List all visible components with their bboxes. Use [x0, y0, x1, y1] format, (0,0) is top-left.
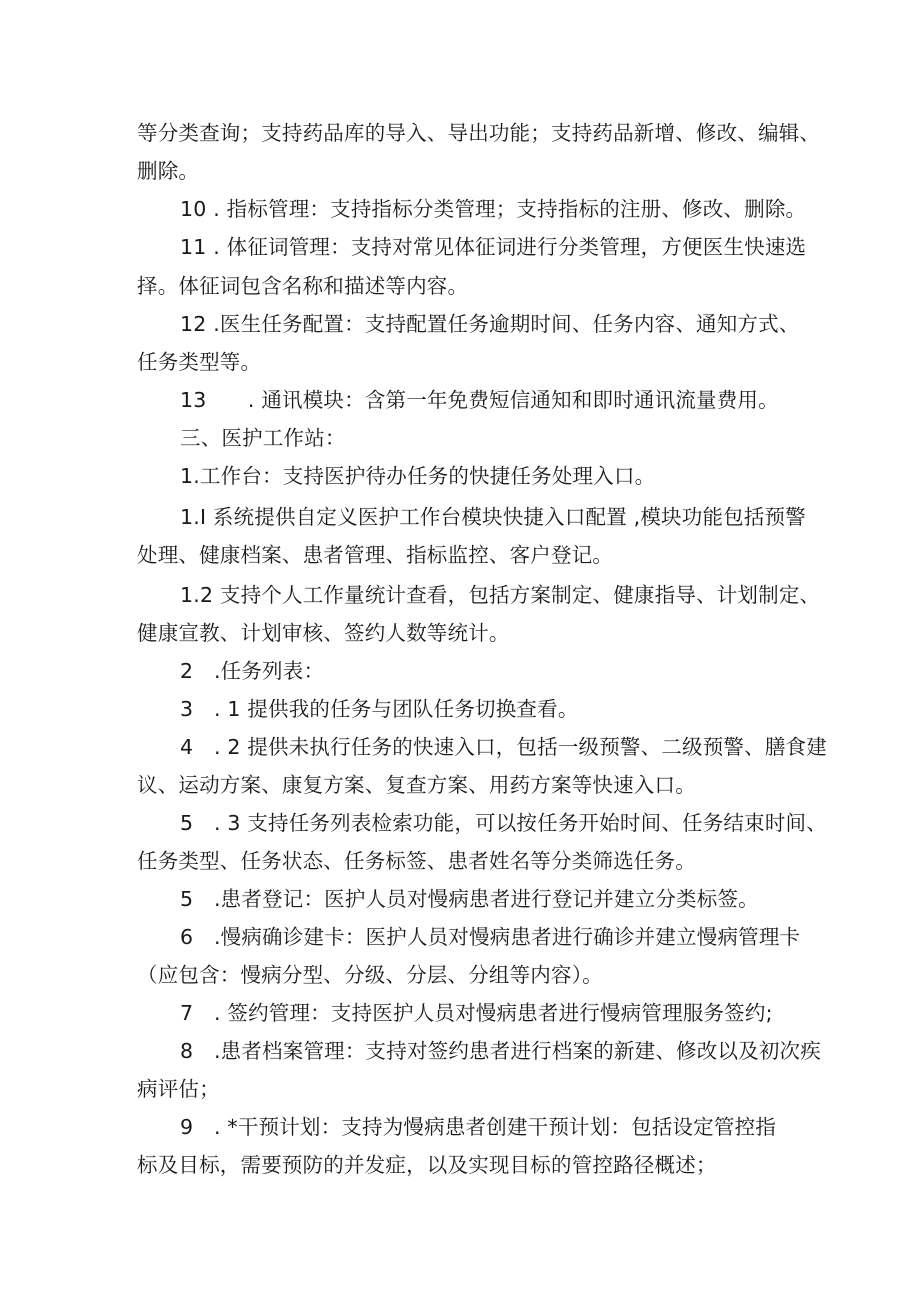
text-line: 病评估； — [137, 1077, 220, 1101]
text-line: 删除。 — [137, 159, 200, 183]
text-line: 5 . 3 支持任务列表检索功能，可以按任务开始时间、任务结束时间、 — [180, 811, 827, 835]
text-line: 8 .患者档案管理：支持对签约患者进行档案的新建、修改以及初次疾 — [180, 1039, 821, 1063]
text-line: 2 .任务列表： — [180, 659, 325, 683]
text-line: 任务类型等。 — [137, 350, 262, 374]
text-line: 12 .医生任务配置：支持配置任务逾期时间、任务内容、通知方式、 — [180, 312, 800, 336]
text-line: 处理、健康档案、患者管理、指标监控、客户登记。 — [137, 543, 614, 567]
text-line: 1.2 支持个人工作量统计查看，包括方案制定、健康指导、计划制定、 — [180, 583, 821, 607]
text-line: 择。体征词包含名称和描述等内容。 — [137, 274, 469, 298]
text-line: 议、运动方案、康复方案、复查方案、用药方案等快速入口。 — [137, 773, 696, 797]
text-line: 4 . 2 提供未执行任务的快速入口，包括一级预警、二级预警、膳食建 — [180, 735, 827, 759]
text-line: 7 . 签约管理：支持医护人员对慢病患者进行慢病管理服务签约; — [180, 1001, 773, 1025]
text-line: 1.工作台：支持医护待办任务的快捷任务处理入口。 — [180, 464, 656, 488]
text-line: 1.I 系统提供自定义医护工作台模块快捷入口配置 ,模块功能包括预警 — [180, 505, 806, 529]
text-line: 10 . 指标管理：支持指标分类管理；支持指标的注册、修改、删除。 — [180, 197, 807, 221]
text-line: （应包含：慢病分型、分级、分层、分组等内容）。 — [137, 963, 603, 987]
section-heading: 三、医护工作站： — [180, 426, 346, 450]
text-line: 3 . 1 提供我的任务与团队任务切换查看。 — [180, 697, 579, 721]
text-line: 5 .患者登记：医护人员对慢病患者进行登记并建立分类标签。 — [180, 887, 759, 911]
text-line: 11 . 体征词管理：支持对常见体征词进行分类管理，方便医生快速选 — [180, 235, 807, 259]
text-line: 6 .慢病确诊建卡：医护人员对慢病患者进行确诊并建立慢病管理卡 — [180, 925, 801, 949]
text-line: 等分类查询；支持药品库的导入、导出功能；支持药品新增、修改、编辑、 — [137, 121, 821, 145]
text-line: 任务类型、任务状态、任务标签、患者姓名等分类筛选任务。 — [137, 849, 696, 873]
text-line: 健康宣教、计划审核、签约人数等统计。 — [137, 621, 510, 645]
text-line: 13 . 通讯模块：含第一年免费短信通知和即时通讯流量费用。 — [180, 388, 779, 412]
text-line: 9 . *干预计划：支持为慢病患者创建干预计划：包括设定管控指 — [180, 1115, 777, 1139]
text-line: 标及目标，需要预防的并发症，以及实现目标的管控路径概述； — [137, 1153, 717, 1177]
